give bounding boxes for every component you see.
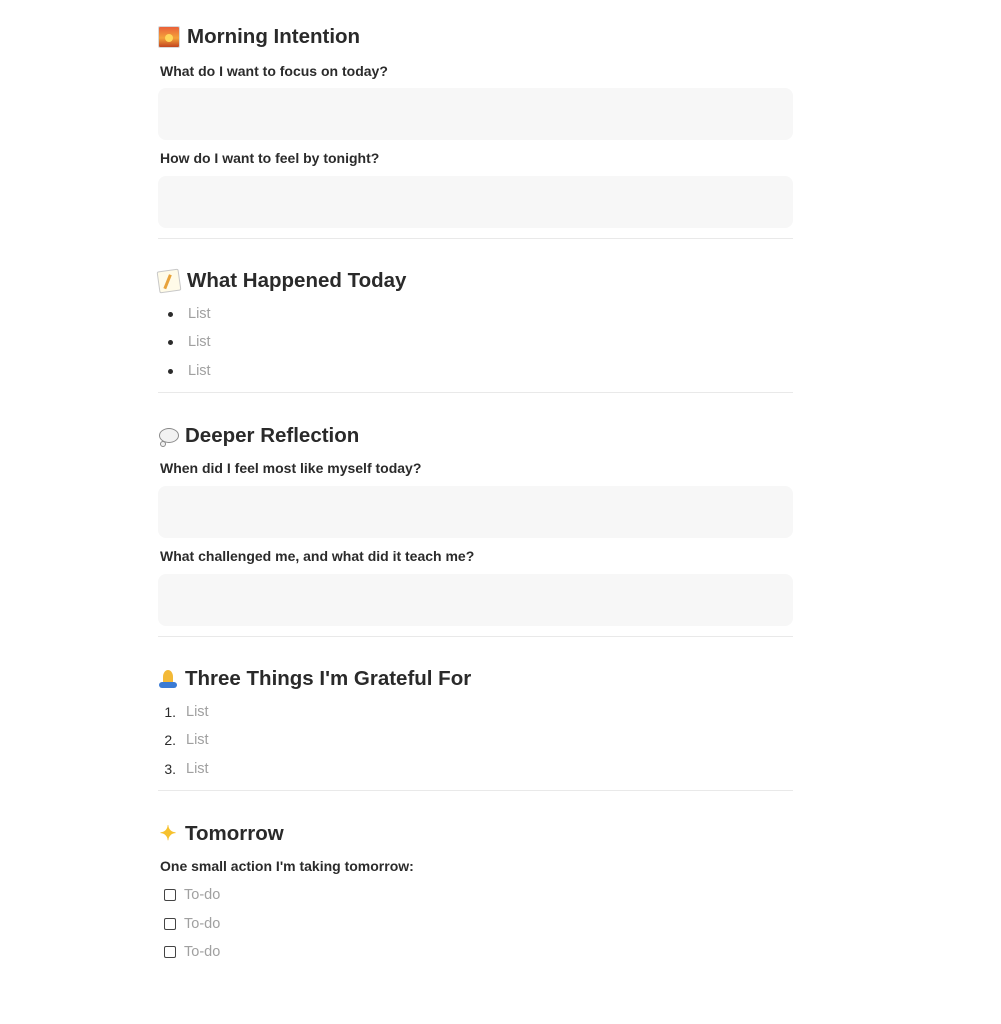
todo-placeholder: To-do xyxy=(184,887,221,903)
heading-grateful xyxy=(158,666,471,692)
todo-item[interactable] xyxy=(158,885,220,905)
thought-bubble-icon xyxy=(158,426,178,446)
heading-text: What Happened Today xyxy=(187,269,407,292)
heading-deeper-reflection xyxy=(158,423,359,449)
heading-text: Three Things I'm Grateful For xyxy=(185,667,472,690)
bullet-list-item[interactable] xyxy=(158,361,211,381)
todo-placeholder: To-do xyxy=(184,944,221,960)
list-placeholder: List xyxy=(188,363,211,379)
heading-text: Morning Intention xyxy=(187,25,361,48)
bullet-icon xyxy=(168,312,173,317)
sparkles-icon: ✦ xyxy=(159,823,177,845)
list-number: 2. xyxy=(164,732,176,748)
feel-input[interactable] xyxy=(158,176,793,228)
todo-item[interactable] xyxy=(158,942,220,962)
prompt-label: What challenged me, and what did it teach me? xyxy=(160,548,475,564)
list-placeholder: List xyxy=(188,306,211,322)
list-placeholder: List xyxy=(186,761,209,777)
todo-item[interactable] xyxy=(158,914,220,934)
list-placeholder: List xyxy=(188,334,211,350)
myself-input[interactable] xyxy=(158,486,793,538)
challenge-input[interactable] xyxy=(158,574,793,626)
bullet-list-item[interactable] xyxy=(158,332,211,352)
numbered-list-item[interactable] xyxy=(158,702,209,722)
todo-placeholder: To-do xyxy=(184,916,221,932)
divider xyxy=(158,636,793,637)
heading-text: Deeper Reflection xyxy=(185,424,360,447)
list-placeholder: List xyxy=(186,704,209,720)
memo-icon xyxy=(157,269,182,294)
prompt-label: One small action I'm taking tomorrow: xyxy=(160,858,414,874)
focus-input[interactable] xyxy=(158,88,793,140)
prompt-label: How do I want to feel by tonight? xyxy=(160,150,380,166)
numbered-list-item[interactable] xyxy=(158,730,209,750)
divider xyxy=(158,790,793,791)
list-number: 3. xyxy=(164,761,176,777)
heading-what-happened-today xyxy=(158,268,406,294)
bullet-icon xyxy=(168,340,173,345)
prompt-label: When did I feel most like myself today? xyxy=(160,460,422,476)
list-placeholder: List xyxy=(186,732,209,748)
sunrise-icon xyxy=(158,26,180,48)
checkbox[interactable] xyxy=(164,918,176,930)
prompt-label: What do I want to focus on today? xyxy=(160,63,388,79)
checkbox[interactable] xyxy=(164,946,176,958)
divider xyxy=(158,392,793,393)
divider xyxy=(158,238,793,239)
heading-tomorrow xyxy=(158,821,284,847)
heading-text: Tomorrow xyxy=(185,822,284,845)
checkbox[interactable] xyxy=(164,889,176,901)
bullet-list-item[interactable] xyxy=(158,304,211,324)
list-number: 1. xyxy=(164,704,176,720)
heading-morning-intention xyxy=(158,24,360,50)
numbered-list-item[interactable] xyxy=(158,759,209,779)
bullet-icon xyxy=(168,369,173,374)
folded-hands-icon xyxy=(158,669,178,689)
